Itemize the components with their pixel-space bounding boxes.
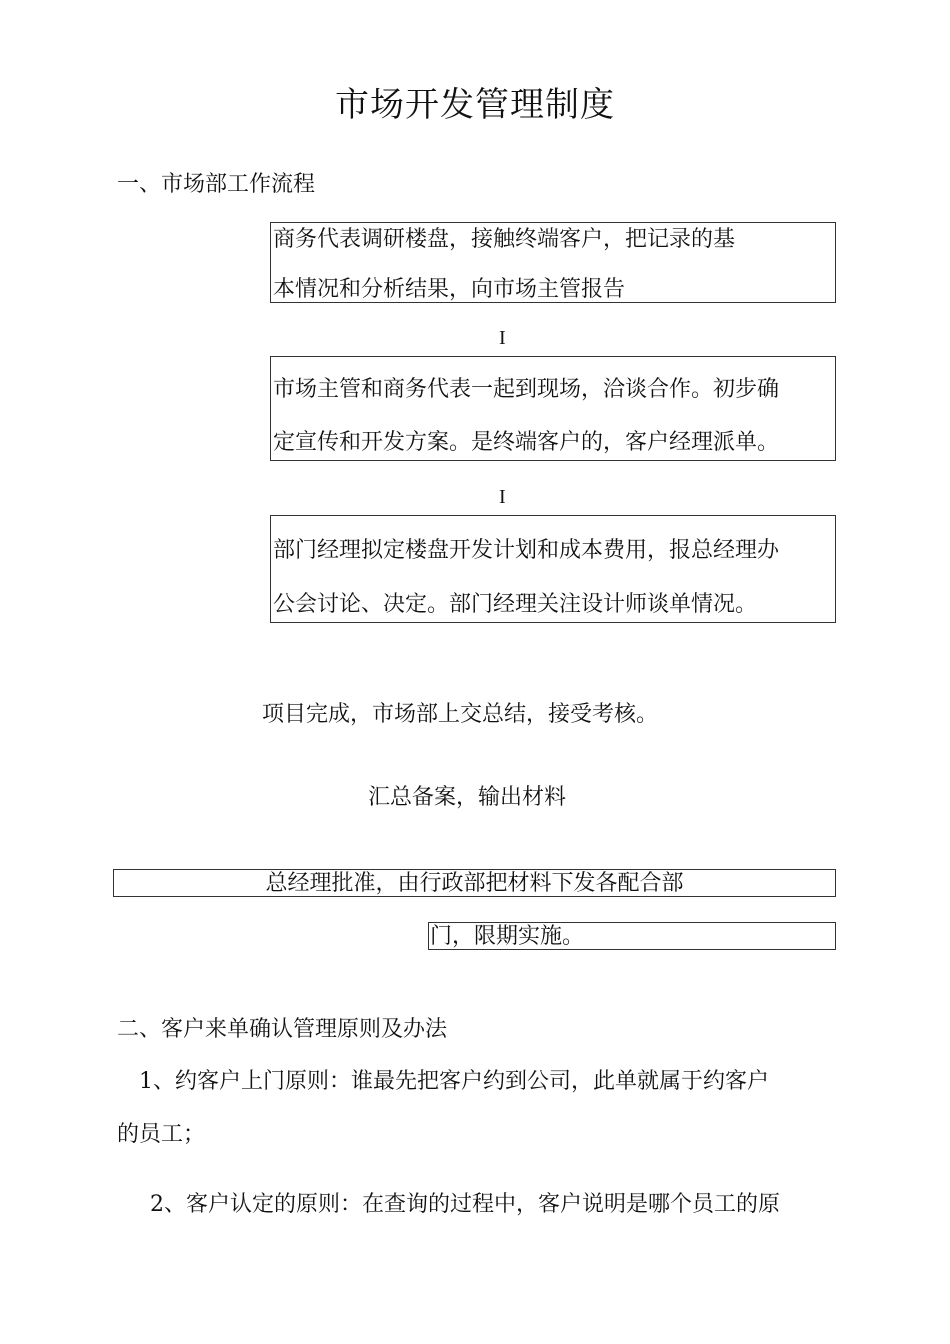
flow-step-2-box bbox=[270, 356, 836, 461]
flow-arrow-2: I bbox=[499, 486, 506, 508]
flow-step-1-box bbox=[270, 222, 836, 303]
flow-step-2-line-2: 定宣传和开发方案。是终端客户的，客户经理派单。 bbox=[273, 430, 780, 455]
section-2-item-2-line-1: 2、客户认定的原则：在查询的过程中，客户说明是哪个员工的原 bbox=[150, 1192, 780, 1217]
flow-step-2-line-1: 市场主管和商务代表一起到现场，洽谈合作。初步确 bbox=[273, 377, 780, 402]
flow-step-3-box bbox=[270, 515, 836, 623]
flow-step-3-line-1: 部门经理拟定楼盘开发计划和成本费用，报总经理办 bbox=[273, 538, 780, 563]
flow-step-5-text: 汇总备案，输出材料 bbox=[368, 785, 567, 810]
document-title: 市场开发管理制度 bbox=[335, 85, 615, 125]
flow-step-1-line-2: 本情况和分析结果，向市场主管报告 bbox=[273, 277, 626, 302]
flow-step-1-line-1: 商务代表调研楼盘，接触终端客户，把记录的基 bbox=[273, 227, 736, 252]
section-2-item-1-line-2: 的员工； bbox=[117, 1122, 206, 1147]
section-1-heading: 一、市场部工作流程 bbox=[117, 172, 316, 197]
flow-arrow-1: I bbox=[499, 327, 506, 349]
flow-step-6-line-2: 门，限期实施。 bbox=[430, 924, 585, 949]
flow-step-6-box-bottom bbox=[428, 922, 836, 950]
section-2-heading: 二、客户来单确认管理原则及办法 bbox=[117, 1017, 448, 1042]
flow-step-6-line-1: 总经理批准，由行政部把材料下发各配合部 bbox=[265, 871, 684, 896]
flow-step-4-text: 项目完成，市场部上交总结，接受考核。 bbox=[262, 702, 659, 727]
flow-step-6-box-top bbox=[113, 869, 836, 897]
flow-step-3-line-2: 公会讨论、决定。部门经理关注设计师谈单情况。 bbox=[273, 592, 758, 617]
section-2-item-1-line-1: 1、约客户上门原则：谁最先把客户约到公司，此单就属于约客户 bbox=[139, 1069, 769, 1094]
